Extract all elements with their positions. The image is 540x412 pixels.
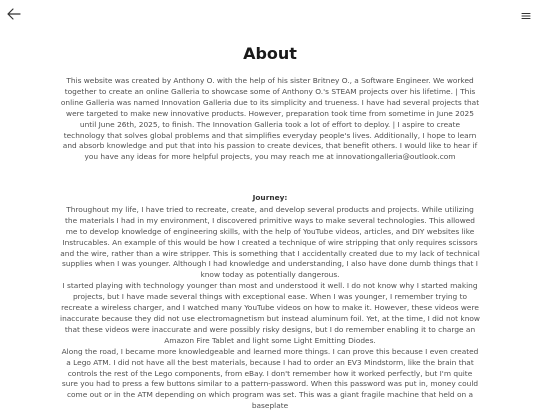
intro-paragraph: This website was created by Anthony O. with the help of his sister Britney O., a Software Engineer. We worked together to create an online Galleria to showcase some of Anthony O.'s STEAM projects over his lifetime. | This online Galleria was named Innovation Galleria due to its simplicity and trueness. I have had several projects that were targeted to make new innovative products. However, preparation took time from sometime in June 2025 until June 26th, 2025, to finish. The Innovation Galleria took a lot of effort to deploy. | I aspire to create technology that solves global problems and that simplifies everyday people's lives. Additionally, I hope to learn and absorb knowledge and put that into his passion to create devices, that benefit others. I would like to hear if you have any ideas for more helpful projects, you may reach me at innovationgalleria@outlook.com [60, 76, 480, 162]
journey-paragraph-3: Along the road, I became more knowledgeable and learned more things. I can prove this because I even created a Lego ATM. I did not have all the best materials, because I had to order an EV3 Mindstorm, like the brain that controls the rest of the Lego components, from eBay. I don't remember how it worked perfectly, but I'm quite sure you had to press a few buttons similar to a pattern-password. When this password was put in, money could come out or in the ATM depending on which program was set. This was a giant fragile machine that held on a baseplate [61, 346, 479, 411]
page-title: About [243, 44, 297, 63]
about-section [60, 44, 480, 163]
journey-section [60, 193, 480, 412]
top-bar [0, 0, 540, 28]
back-button[interactable] [6, 6, 22, 20]
hamburger-menu-icon [520, 10, 532, 22]
menu-button[interactable] [520, 7, 532, 19]
journey-paragraph-1: Throughout my life, I have tried to recreate, create, and develop several products and projects. While utilizing the materials I had in my environment, I discovered primitive ways to make several technologies. This allowed me to develop knowledge of engineering skills, with the help of YouTube videos, articles, and DIY websites like Instrucables. An example of this would be how I created a technique of wire stripping that only requires scissors and the wire, rather than a wire stripper. This is something that I accidentally created due to my lack of technical supplies when I was younger. Although I had knowledge and understanding, I also have done dumb things that I know today as potentially dangerous. [60, 204, 480, 280]
arrow-left-icon [6, 7, 22, 21]
journey-heading: Journey: [252, 193, 288, 202]
journey-paragraph-2: I started playing with technology younger than most and understood it well. I do not know why I started making projects, but I have made several things with exceptional ease. When I was younger, I remember trying to recreate a wireless charger, and I watched many YouTube videos on how to make it. However, these videos were inaccurate because they did not use electromagnetism but instead aluminum foil. Yet, at the time, I did not know that these videos were inaccurate and were possibly risky designs, but I do remember enabling it to charge an Amazon Fire Tablet and light some Light Emitting Diodes. [60, 281, 480, 345]
